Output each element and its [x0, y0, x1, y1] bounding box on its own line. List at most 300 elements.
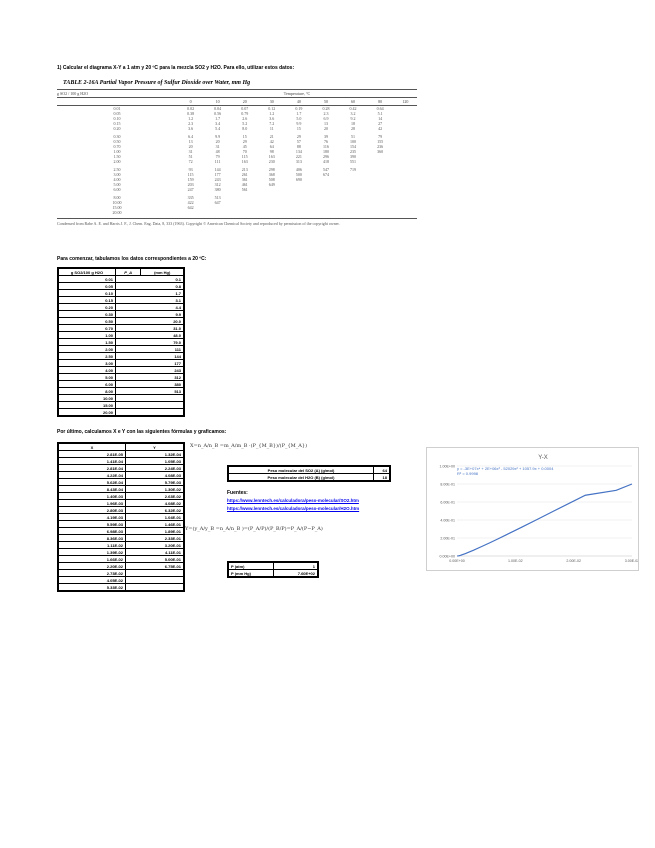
table-cell[interactable]: 0.50: [58, 318, 116, 325]
table-cell[interactable]: 513: [116, 388, 185, 395]
table-row: [58, 584, 184, 592]
table-cell: 20: [188, 144, 193, 149]
table-row: [58, 528, 184, 535]
table-cell: 27: [378, 121, 383, 126]
table-cell: 51: [351, 134, 356, 139]
table-cell: 15: [296, 126, 301, 131]
table-cell: [231, 210, 258, 215]
column-header-temp: 80: [367, 98, 394, 106]
molecular-weight-table: [227, 465, 391, 482]
table-cell[interactable]: P (atm): [228, 562, 274, 570]
table-cell: 42: [269, 139, 274, 144]
table-row: [58, 297, 184, 304]
table-cell: 4.00: [113, 177, 121, 182]
table-row: [58, 577, 184, 584]
table-cell: 6.4: [188, 134, 194, 139]
table-cell[interactable]: 8.00: [58, 388, 116, 395]
table-cell: 243: [214, 177, 221, 182]
table-cell[interactable]: 1.50: [58, 339, 116, 346]
table-cell[interactable]: 4.11E-01: [126, 549, 185, 556]
table-cell: 29: [296, 134, 301, 139]
table-cell: 76: [323, 139, 328, 144]
table-cell: 6.9: [323, 116, 329, 121]
table-row: [58, 332, 184, 339]
x-tick-label: 1.00E-02: [508, 559, 523, 563]
table-cell[interactable]: P (mm Hg): [228, 570, 274, 578]
table-row: [57, 210, 417, 215]
table-cell: 10.00: [112, 200, 122, 205]
table-cell[interactable]: 5.33E-02: [58, 584, 126, 592]
table-cell: 2.3: [323, 111, 329, 116]
table-cell[interactable]: 5.62E-04: [58, 479, 126, 486]
table-cell: 93: [188, 167, 193, 172]
table-cell: 45: [242, 144, 247, 149]
table-cell: 508: [268, 177, 275, 182]
table-cell: 1.7: [215, 116, 221, 121]
table-row: [58, 402, 184, 409]
table-cell: 51: [188, 154, 193, 159]
header-pa: P_A: [116, 268, 141, 276]
table-cell: [177, 210, 204, 215]
table-cell: 0.38: [187, 111, 195, 116]
table-cell: 8.00: [113, 195, 121, 200]
table-cell: 9.9: [215, 134, 221, 139]
table-cell: 72: [188, 159, 193, 164]
table-cell: 313: [295, 159, 302, 164]
table-cell[interactable]: Peso molecular del SO2 (A) (g/mol): [228, 466, 374, 474]
table-row: [58, 479, 184, 486]
table-row: [58, 325, 184, 332]
table-cell: 422: [187, 200, 194, 205]
table-cell: 0.50: [113, 139, 121, 144]
table-cell[interactable]: 1.66E-02: [58, 556, 126, 563]
table-cell: 1.2: [269, 111, 275, 116]
table-cell: [204, 210, 231, 215]
table-cell: 79: [215, 154, 220, 159]
table-cell[interactable]: 8.36E-03: [58, 535, 126, 542]
table-caption: TABLE 2-16A Partial Vapor Pressure of Sulfur Dioxide over Water, mm Hg: [63, 80, 251, 86]
table-cell[interactable]: 0.20: [58, 304, 116, 311]
table-cell: 360: [377, 149, 384, 154]
table-cell: 0.42: [349, 106, 357, 111]
table-cell[interactable]: [126, 584, 185, 592]
table-footnote: Condensed from Rabe A. E. and Harris J. F., J. Chem. Eng. Data, 8, 333 (1963). Copyright © American Chemical Society and reproduced by permission of the copyright owner.: [57, 218, 417, 226]
y-tick-label: 0.00E+00: [439, 554, 455, 559]
vapor-pressure-table: [57, 89, 417, 215]
table-row: [58, 290, 184, 297]
table-cell[interactable]: 1.05E-03: [126, 458, 185, 465]
table-cell: 3.6: [188, 126, 194, 131]
vapor-pressure-table-image: [57, 80, 417, 238]
table-cell: 312: [214, 182, 221, 187]
table-cell: 690: [295, 177, 302, 182]
table-cell[interactable]: 79.0: [116, 339, 185, 346]
table-row: [58, 409, 184, 417]
header-y: Y: [126, 443, 185, 451]
table-cell[interactable]: 1.46E-01: [126, 521, 185, 528]
table-row: [58, 465, 184, 472]
table-cell[interactable]: 4.08E-02: [126, 500, 185, 507]
table-row: [58, 493, 184, 500]
table-cell[interactable]: 0.1: [116, 276, 185, 283]
x-tick-label: 0.00E+00: [449, 559, 465, 563]
table-cell: 20.00: [112, 210, 122, 215]
table-row: [58, 521, 184, 528]
table-cell[interactable]: 2.63E-02: [126, 493, 185, 500]
table-cell[interactable]: 1.11E-02: [58, 542, 126, 549]
table-cell: 29: [242, 139, 247, 144]
table-cell: 116: [323, 144, 329, 149]
table-cell: 20: [323, 126, 328, 131]
table-cell: 2.50: [113, 167, 121, 172]
sources-label: Fuentes:: [227, 490, 248, 496]
table-row: [58, 374, 184, 381]
table-cell: 3.6: [269, 116, 275, 121]
table-row: [58, 549, 184, 556]
table-row: [58, 346, 184, 353]
table-cell[interactable]: 2.33E-01: [126, 535, 185, 542]
table-cell: 5.1: [377, 111, 383, 116]
table-cell[interactable]: 15.00: [58, 402, 116, 409]
table-cell[interactable]: 2.80E-03: [58, 507, 126, 514]
table-cell[interactable]: 1.39E-02: [58, 549, 126, 556]
table-cell: 31: [188, 149, 193, 154]
table-cell: 0.20: [113, 126, 121, 131]
table-header-right: Temperature, °C: [177, 90, 417, 98]
table-cell[interactable]: [116, 409, 185, 417]
chart-svg: [427, 448, 638, 570]
table-cell[interactable]: 1: [274, 562, 319, 570]
table-cell: 18: [351, 121, 356, 126]
table-cell: 3.2: [350, 111, 356, 116]
table-cell[interactable]: 0.8: [116, 283, 185, 290]
table-cell: 88: [296, 144, 301, 149]
table-header-left: g SO2 / 100 g H2O: [57, 90, 177, 98]
table-cell: 649: [268, 182, 275, 187]
table-cell: 3.4: [215, 121, 221, 126]
header-x: X: [58, 443, 126, 451]
table-cell[interactable]: 0.01: [58, 276, 116, 283]
column-header-temp: 120: [394, 98, 417, 106]
table-cell: 154: [350, 144, 357, 149]
table-cell[interactable]: 5.00: [58, 374, 116, 381]
table-cell: 15: [242, 134, 247, 139]
table-cell: 203: [187, 182, 194, 187]
column-header-blank: [57, 98, 177, 106]
table-cell: 298: [268, 167, 275, 172]
table-cell: 13: [323, 121, 328, 126]
table-cell[interactable]: 3.20E-01: [126, 542, 185, 549]
table-cell: 0.10: [113, 116, 121, 121]
table-cell[interactable]: 20.0: [116, 318, 185, 325]
table-cell: 0.56: [214, 111, 222, 116]
table-cell[interactable]: [126, 577, 185, 584]
table-cell: 2.6: [242, 116, 248, 121]
table-cell: 20: [215, 139, 220, 144]
table-cell: 230: [268, 159, 275, 164]
table-cell[interactable]: 4.19E-03: [58, 514, 126, 521]
table-cell[interactable]: 48.0: [116, 332, 185, 339]
table-cell[interactable]: 4.00: [58, 367, 116, 374]
formula-x: X=n_A/n_B =m_A/m_B ·(P_{M_B})/(P_{M_A}): [190, 443, 308, 449]
table-cell: 48: [215, 149, 220, 154]
table-column-header-row: [57, 98, 417, 106]
table-row: [58, 304, 184, 311]
table-cell: 390: [350, 154, 357, 159]
table-cell: 547: [322, 167, 329, 172]
column-header-temp: 10: [204, 98, 231, 106]
table-cell[interactable]: 2.81E-05: [58, 451, 126, 458]
table-cell: 368: [268, 172, 275, 177]
table-row: [58, 360, 184, 367]
table-cell: 64: [269, 144, 274, 149]
table-row: [228, 466, 390, 474]
trendline-r-squared: R² = 0.9998: [457, 471, 479, 476]
table-cell[interactable]: [116, 395, 185, 402]
table-cell: 6.00: [113, 187, 121, 192]
table-cell[interactable]: 7.60E+02: [274, 570, 319, 578]
table-row: [58, 318, 184, 325]
table-cell: 1.50: [113, 154, 121, 159]
table-cell: 335: [187, 195, 194, 200]
xy-table: [57, 442, 185, 592]
source-link-so2[interactable]: https://www.lenntech.es/calculadora/peso-molecular/SO2.htm: [227, 498, 359, 503]
table-cell: 0.70: [113, 144, 121, 149]
table-row: [58, 339, 184, 346]
table-cell: 0.19: [295, 106, 303, 111]
table-cell: 9.2: [350, 116, 356, 121]
table-cell: 115: [241, 154, 248, 159]
table-cell[interactable]: 1.89E-01: [126, 528, 185, 535]
table-cell[interactable]: 4.05E-02: [58, 577, 126, 584]
table-cell[interactable]: 0.70: [58, 325, 116, 332]
table-cell[interactable]: 144: [116, 353, 185, 360]
table-cell: 642: [187, 205, 194, 210]
table-cell[interactable]: 10.00: [58, 395, 116, 402]
y-tick-label: 1.00E+00: [439, 464, 455, 469]
table-cell: 163: [241, 159, 248, 164]
table-cell: 221: [295, 154, 302, 159]
table-cell[interactable]: 0.10: [58, 290, 116, 297]
table-cell[interactable]: 1.00: [58, 332, 116, 339]
table-cell[interactable]: 243: [116, 367, 185, 374]
table-cell: 236: [377, 144, 384, 149]
xy-table-header: [58, 443, 184, 451]
table-cell: 177: [214, 172, 221, 177]
table-cell: 28: [351, 126, 356, 131]
table-cell: 11: [269, 126, 274, 131]
table-cell: 70: [242, 149, 247, 154]
table-cell: 0.64: [376, 106, 384, 111]
table-cell: 0.15: [113, 121, 121, 126]
table-cell: 155: [377, 139, 384, 144]
column-header-temp: 20: [231, 98, 258, 106]
table-row: [58, 458, 184, 465]
trendline-equation: y = -3E+07x⁴ + 2E+06x³ - 52029x² + 1057.9x + 0.0004: [457, 466, 554, 471]
table-cell: 15.00: [112, 205, 122, 210]
formula-y: Y=(y_A/y_B =n_A/n_B )=(P_A/P)/(P_B/P)=P_A/(P−P_A): [185, 526, 323, 532]
table-cell[interactable]: 9.9: [116, 311, 185, 318]
table-cell[interactable]: 20.00: [58, 409, 116, 417]
table-row: [58, 535, 184, 542]
table-cell: 235: [350, 149, 357, 154]
instruction-2: Para comenzar, tabulamos los datos correspondientes a 20 ºC:: [57, 256, 207, 262]
table-cell[interactable]: 2.50: [58, 353, 116, 360]
table-row: [58, 507, 184, 514]
table-cell: 674: [322, 172, 329, 177]
source-link-h2o[interactable]: https://www.lenntech.es/calculadora/peso-molecular/H2O.htm: [227, 506, 360, 511]
table-cell: 5.4: [215, 126, 221, 131]
table-cell: 500: [295, 172, 302, 177]
column-header-temp: 30: [258, 98, 285, 106]
table-cell: 261: [241, 172, 248, 177]
table-cell: 551: [350, 159, 357, 164]
table-cell: 5.00: [113, 182, 121, 187]
y-x-chart[interactable]: [426, 447, 639, 571]
table-cell: 57: [296, 139, 301, 144]
table-cell[interactable]: 18: [374, 474, 391, 482]
table-cell[interactable]: 1.30E-02: [126, 486, 185, 493]
table-cell: 213: [241, 167, 248, 172]
table-cell: 2.3: [188, 121, 194, 126]
table-cell[interactable]: 1.96E-03: [58, 500, 126, 507]
table-cell: 406: [295, 167, 302, 172]
y-tick-label: 4.00E-01: [440, 518, 455, 523]
table-cell: 13: [188, 139, 193, 144]
table-cell[interactable]: 312: [116, 374, 185, 381]
data-table-20c: [57, 267, 185, 417]
x-tick-label: 3.00E-02: [624, 559, 638, 563]
table-cell[interactable]: 4.08E-03: [126, 472, 185, 479]
table-cell: 0.79: [241, 111, 249, 116]
table-cell[interactable]: 8.43E-04: [58, 486, 126, 493]
table-cell: 163: [268, 154, 275, 159]
column-header-temp: 50: [312, 98, 339, 106]
table-cell[interactable]: 177: [116, 360, 185, 367]
table-cell: 647: [214, 200, 221, 205]
table-row: [58, 542, 184, 549]
table-cell[interactable]: 6.00: [58, 381, 116, 388]
table-row: [58, 556, 184, 563]
table-row: [58, 500, 184, 507]
table-cell: 115: [187, 172, 194, 177]
table-cell: 134: [295, 149, 302, 154]
pressure-table: [227, 561, 319, 578]
table-cell: 0.30: [113, 134, 121, 139]
table-cell[interactable]: 1.7: [116, 290, 185, 297]
table-cell[interactable]: 2.81E-04: [58, 465, 126, 472]
y-tick-label: 6.00E-01: [440, 500, 455, 505]
x-tick-label: 2.00E-02: [566, 559, 581, 563]
table-cell: 247: [187, 187, 194, 192]
table-cell[interactable]: 2.24E-03: [126, 465, 185, 472]
table-cell[interactable]: 3.1: [116, 297, 185, 304]
table-cell[interactable]: 1.40E-03: [58, 493, 126, 500]
table-cell[interactable]: 31.0: [116, 325, 185, 332]
table-cell[interactable]: 0.15: [58, 297, 116, 304]
table-cell[interactable]: 0.30: [58, 311, 116, 318]
table-cell: 39: [323, 134, 328, 139]
table-cell[interactable]: 0.05: [58, 283, 116, 290]
table-cell[interactable]: 5.59E-03: [58, 521, 126, 528]
table-row: [58, 486, 184, 493]
data-table-header: [58, 268, 184, 276]
header-unit: (mm Hg): [141, 268, 184, 276]
table-cell[interactable]: 4.22E-04: [58, 472, 126, 479]
table-cell: 100: [350, 139, 357, 144]
table-cell: 42: [378, 126, 383, 131]
table-cell[interactable]: 5.79E-03: [126, 479, 185, 486]
table-row: [58, 570, 184, 577]
table-cell[interactable]: 2.20E-02: [58, 563, 126, 570]
table-row: [58, 472, 184, 479]
table-cell[interactable]: 380: [116, 381, 185, 388]
table-cell[interactable]: 64: [374, 466, 391, 474]
table-cell[interactable]: 4.4: [116, 304, 185, 311]
table-row: [58, 381, 184, 388]
table-cell: 79: [378, 134, 383, 139]
y-tick-label: 2.00E-01: [440, 536, 455, 541]
table-row: [228, 570, 318, 578]
table-row: [58, 311, 184, 318]
table-row: [228, 562, 318, 570]
column-header-temp: 0: [177, 98, 204, 106]
table-cell: [340, 210, 367, 215]
table-cell: 180: [322, 149, 329, 154]
table-cell: 14: [378, 116, 383, 121]
table-cell[interactable]: Peso molecular del H2O (B) (g/mol): [228, 474, 374, 482]
table-row: [58, 367, 184, 374]
table-cell: [312, 210, 339, 215]
table-cell: [285, 210, 312, 215]
table-row: [58, 283, 184, 290]
table-cell: 159: [187, 177, 194, 182]
table-cell: 719: [350, 167, 357, 172]
table-cell[interactable]: 2.00: [58, 346, 116, 353]
table-cell: 461: [241, 182, 248, 187]
table-cell: 111: [214, 159, 221, 164]
table-cell: 0.28: [322, 106, 330, 111]
table-row: [58, 451, 184, 458]
column-header-temp: 40: [285, 98, 312, 106]
table-cell: 1.7: [296, 111, 302, 116]
table-cell: 2.00: [113, 159, 121, 164]
table-cell[interactable]: [126, 570, 185, 577]
table-cell[interactable]: 2.73E-02: [58, 570, 126, 577]
table-cell: 361: [241, 177, 248, 182]
table-cell[interactable]: 5.00E-01: [126, 556, 185, 563]
table-cell: 0.12: [268, 106, 276, 111]
table-cell: 0.05: [113, 111, 121, 116]
table-cell: 9.9: [296, 121, 302, 126]
table-cell[interactable]: 111: [116, 346, 185, 353]
table-cell: 1.00: [113, 149, 121, 154]
table-cell[interactable]: 6.75E-01: [126, 563, 185, 570]
table-cell[interactable]: 3.00: [58, 360, 116, 367]
table-cell[interactable]: 1.41E-04: [58, 458, 126, 465]
table-cell[interactable]: 1.32E-04: [126, 451, 185, 458]
table-cell[interactable]: 6.32E-02: [126, 507, 185, 514]
table-cell[interactable]: 6.98E-03: [58, 528, 126, 535]
table-row: [58, 388, 184, 395]
table-row: [228, 474, 390, 482]
table-cell: 98: [269, 149, 274, 154]
table-cell: 418: [322, 159, 329, 164]
table-row: [58, 514, 184, 521]
table-cell[interactable]: 1.04E-01: [126, 514, 185, 521]
table-cell[interactable]: [116, 402, 185, 409]
table-row: [58, 563, 184, 570]
